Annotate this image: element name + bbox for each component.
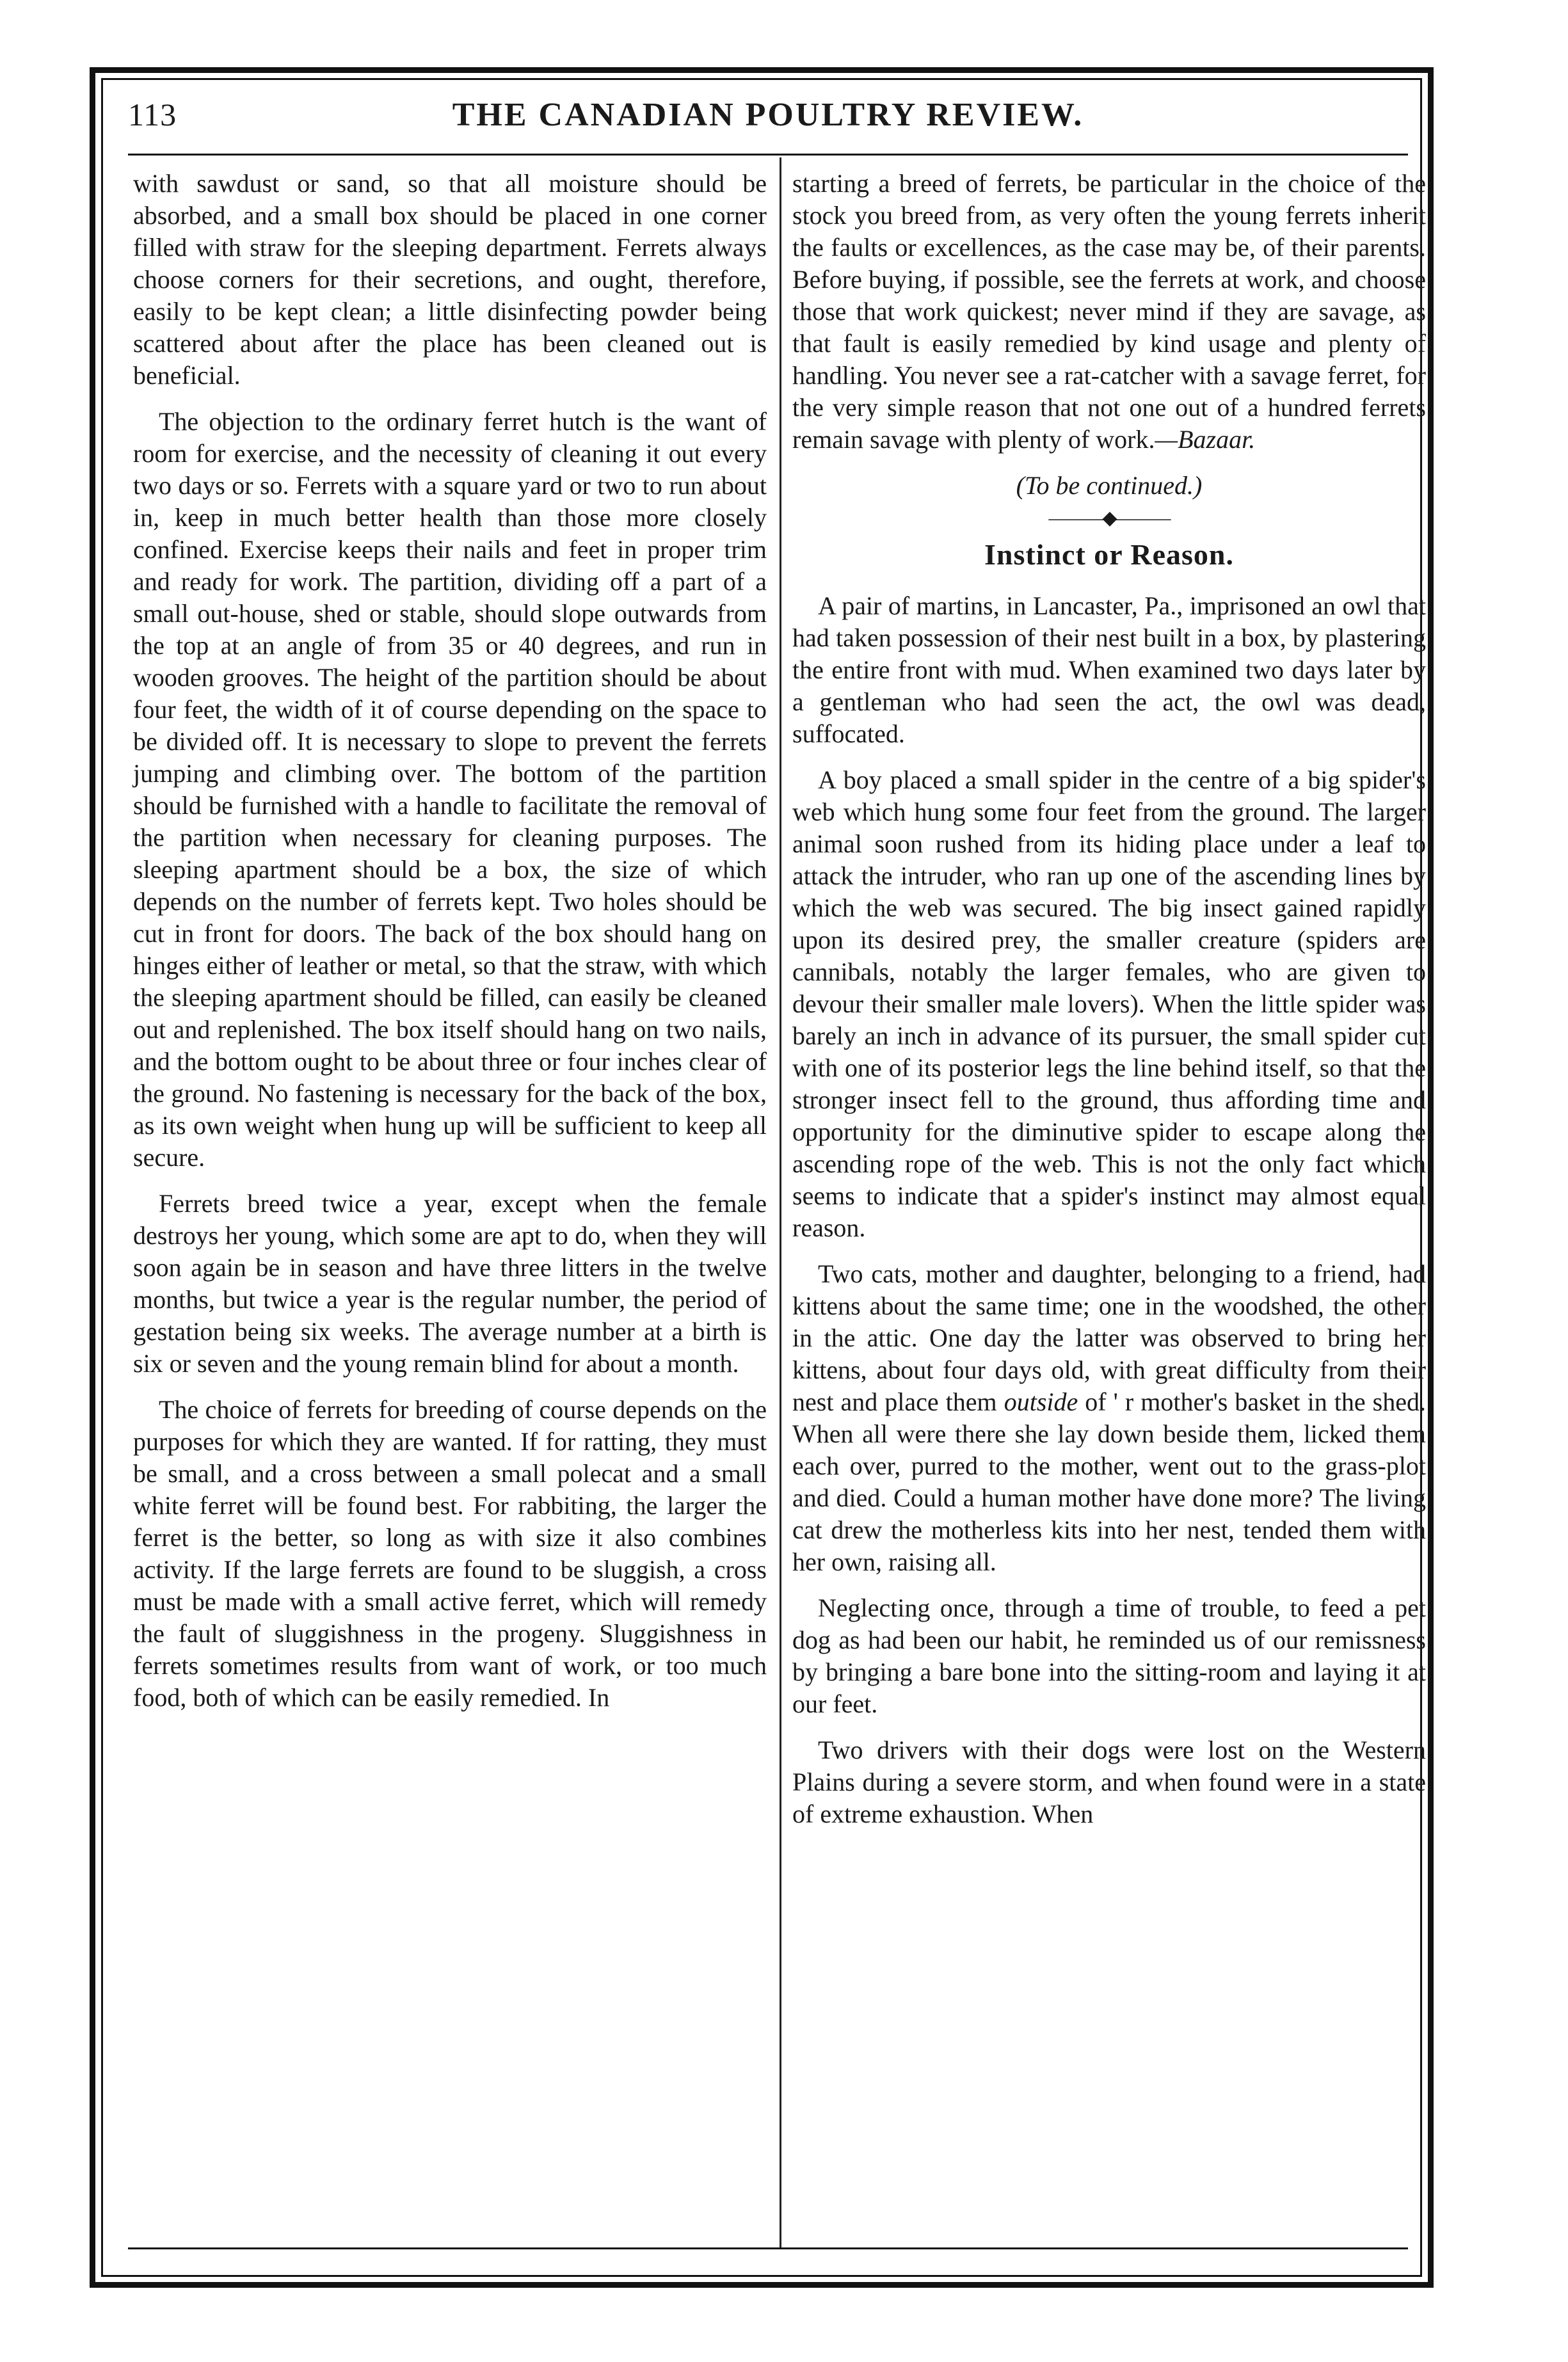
paragraph: Two drivers with their dogs were lost on the Western Plains during a severe storm, and when found were in a state of extreme exhaustion. When [792,1736,1426,1828]
paragraph-text: starting a breed of ferrets, be particular in the choice of the stock you breed from, as very often the young ferrets inherit the faults or excellences, as the case may be, of their parents. Before buying, if possible, see the ferrets at work, and choose those that work quickest; never mind if they are savage, as that fault is easily remedied by kind usage and plenty of handling. You never see a rat-catcher with a savage ferret, for the very simple reason that not one out of a hundred ferrets remain savage with plenty of work. [792,169,1426,454]
left-column [133,168,767,1728]
source-credit: —Bazaar. [1155,425,1256,454]
running-title: THE CANADIAN POULTRY REVIEW. [452,97,1084,133]
right-column [792,168,1426,1844]
paragraph: Ferrets breed twice a year, except when the female destroys her young, which some are apt to do, when they will soon again be in season and have three litters in the twelve months, but twice a year is the regular number, the period of gestation being six weeks. The average number at a birth is six or seven and the young remain blind for about a month. [133,1189,767,1378]
emphasis: outside [1004,1387,1078,1416]
paragraph-text: of ' r mother's basket in the shed. When all were there she lay down beside them, licked them each over, purred to the mother, went out to the grass-plot and died. Could a human mother have done more? The living cat drew the motherless kits into her nest, tended them with her own, raising all. [792,1387,1426,1576]
page-header [128,96,1408,147]
paragraph [792,168,1426,456]
section-title: Instinct or Reason. [984,538,1234,571]
paragraph [792,1258,1426,1578]
to-be-continued: (To be continued.) [1016,471,1203,500]
paragraph-text: Two cats, mother and daughter, belonging to a friend, had kittens about the same time; one in the woodshed, the other in the attic. One day the latter was observed to bring her kittens, about four days old, with great difficulty from their nest and place them [792,1259,1426,1416]
paragraph: The objection to the ordinary ferret hutch is the want of room for exercise, and the necessity of cleaning it out every two days or so. Ferrets with a square yard or two to run about in, keep in much better health than those more closely confined. Exercise keeps their nails and feet in proper trim and ready for work. The partition, dividing off a part of a small out-house, shed or stable, should slope outwards from the top at an angle of from 35 or 40 degrees, and run in wooden grooves. The height of the partition should be about four feet, the width of it of course depending on the space to be divided off. It is necessary to slope to prevent the ferrets jumping and climbing over. The bottom of the partition should be furnished with a handle to facilitate the removal of the partition when necessary for cleaning purposes. The sleeping apartment should be a box, the size of which depends on the number of ferrets kept. Two holes should be cut in front for doors. The back of the box should hang on hinges either of leather or metal, so that the straw, with which the sleeping apartment should be filled, can easily be cleaned out and replenished. The box itself should hang on two nails, and the bottom ought to be about three or four inches clear of the ground. No fastening is necessary for the back of the box, as its own weight when hung up will be sufficient to keep all secure. [133,407,767,1172]
paragraph: with sawdust or sand, so that all moisture should be absorbed, and a small box should be placed in one corner filled with straw for the sleeping department. Ferrets always choose corners for their secretions, and ought, therefore, easily to be kept clean; a little disinfecting powder being scattered about after the place has been cleaned out is beneficial. [133,169,767,390]
bottom-rule [128,2247,1408,2249]
paragraph: The choice of ferrets for breeding of course depends on the purposes for which they are wanted. If for ratting, they must be small, and a cross between a small polecat and a small white ferret will be found best. For rabbiting, the larger the ferret is the better, so long as with size it also combines activity. If the large ferrets are found to be sluggish, a cross must be made with a small active ferret, which will remedy the fault of sluggishness in the progeny. Sluggishness in ferrets sometimes results from want of work, or too much food, both of which can be easily remedied. In [133,1395,767,1712]
paragraph: A boy placed a small spider in the centre of a big spider's web which hung some four feet from the ground. The larger animal soon rushed from its hiding place under a leaf to attack the intruder, who ran up one of the ascending lines by which the web was secured. The big insect gained rapidly upon its desired prey, the smaller creature (spiders are cannibals, notably the larger females, who are given to devour their smaller male lovers). When the little spider was barely an inch in advance of its pursuer, the small spider cut with one of its posterior legs the line behind itself, so that the stronger insect fell to the ground, thus affording time and opportunity for the diminutive spider to escape along the ascending rope of the web. This is not the only fact which seems to indicate that a spider's instinct may almost equal reason. [792,765,1426,1242]
section-divider: ———◆——— [1048,507,1170,529]
page-number: 113 [128,97,177,132]
column-rule [780,157,781,2249]
paragraph: A pair of martins, in Lancaster, Pa., imprisoned an owl that had taken possession of their nest built in a box, by plastering the entire front with mud. When examined two days later by a gentleman who had seen the act, the owl was dead, suffocated. [792,591,1426,748]
paragraph: Neglecting once, through a time of trouble, to feed a pet dog as had been our habit, he reminded us of our remissness by bringing a bare bone into the sitting-room and laying it at our feet. [792,1593,1426,1718]
header-rule [128,154,1408,156]
